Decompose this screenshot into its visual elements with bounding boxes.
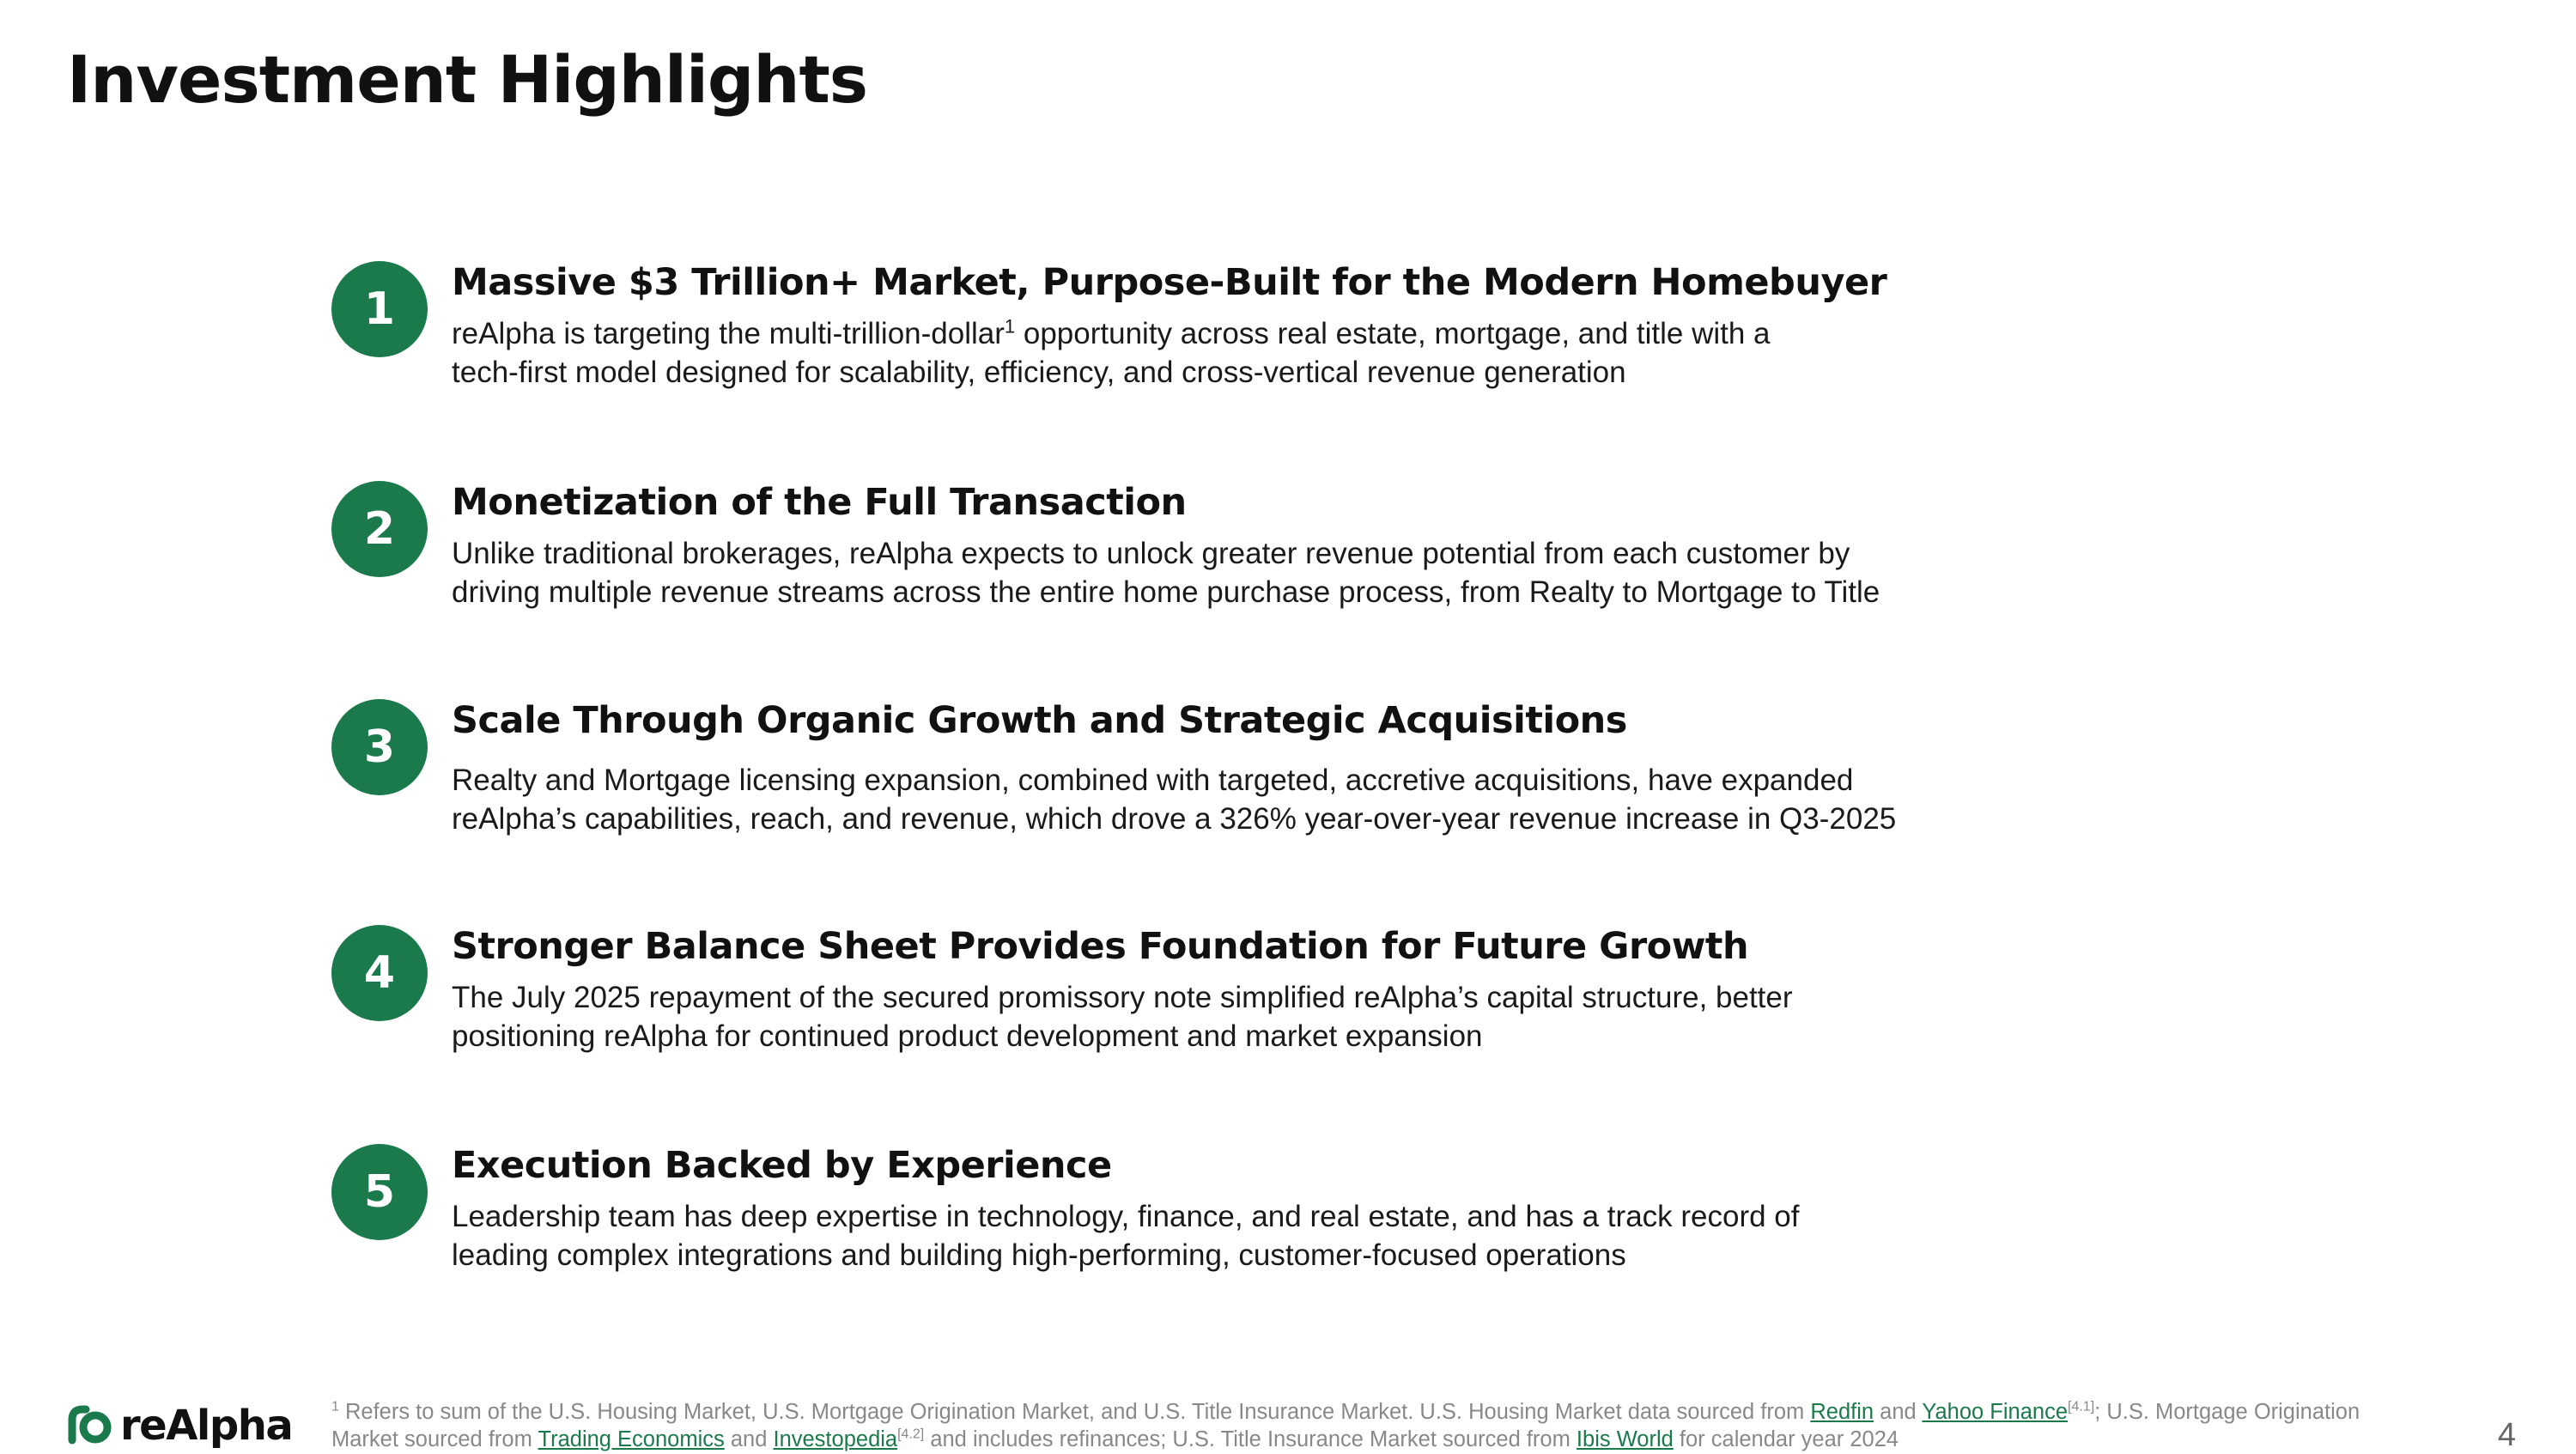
highlight-description	[452, 1197, 2032, 1275]
description-text: opportunity across real estate, mortgage, and title with a	[1015, 317, 1771, 350]
highlight-description	[452, 978, 2032, 1056]
reference-marker: [4.1]	[2068, 1399, 2095, 1414]
description-text: leading complex integrations and building high-performing, customer-focused operations	[452, 1238, 1626, 1272]
highlight-description	[452, 314, 2032, 392]
highlight-title: Scale Through Organic Growth and Strategic Acquisitions	[452, 699, 1627, 742]
footnote-text: Refers to sum of the U.S. Housing Market, U.S. Mortgage Origination Market, and U.S. Title Insurance Market. U.S. Housing Market data sourced from	[338, 1400, 1811, 1424]
number-badge: 5	[331, 1144, 428, 1240]
footnote-text: for calendar year 2024	[1673, 1427, 1899, 1451]
footnote-text: and	[1874, 1400, 1923, 1424]
highlight-title: Monetization of the Full Transaction	[452, 481, 1187, 524]
footnote-text: and includes refinances; U.S. Title Insurance Market sourced from	[924, 1427, 1577, 1451]
description-text: Realty and Mortgage licensing expansion, combined with targeted, accretive acquisitions, have expanded	[452, 764, 1854, 797]
link-yahoo-finance[interactable]: Yahoo Finance	[1922, 1400, 2069, 1424]
description-text: positioning reAlpha for continued product development and market expansion	[452, 1019, 1483, 1053]
link-ibis-world[interactable]: Ibis World	[1576, 1427, 1674, 1451]
number-badge: 2	[331, 481, 428, 577]
highlight-title: Stronger Balance Sheet Provides Foundation for Future Growth	[452, 925, 1749, 968]
brand-name: reAlpha	[120, 1402, 293, 1450]
description-text: reAlpha’s capabilities, reach, and revenue, which drove a 326% year-over-year revenue increase in Q3-2025	[452, 802, 1897, 836]
realpha-logo-icon	[67, 1402, 113, 1449]
description-text: tech-first model designed for scalability, efficiency, and cross-vertical revenue generation	[452, 356, 1626, 389]
description-text: driving multiple revenue streams across the entire home purchase process, from Realty to Mortgage to Title	[452, 575, 1880, 609]
footnote-text: and	[724, 1427, 774, 1451]
highlight-description	[452, 534, 2032, 611]
number-badge: 1	[331, 261, 428, 357]
footnote-marker: 1	[331, 1399, 339, 1414]
footnote-text: ; U.S. Mortgage Origination Market sourced from	[331, 1400, 2360, 1451]
link-investopedia[interactable]: Investopedia	[773, 1427, 898, 1451]
highlight-description	[452, 761, 2032, 838]
highlight-title: Execution Backed by Experience	[452, 1144, 1112, 1187]
description-text: Leadership team has deep expertise in technology, finance, and real estate, and has a track record of	[452, 1200, 1800, 1233]
description-text: Unlike traditional brokerages, reAlpha expects to unlock greater revenue potential from each customer by	[452, 537, 1850, 570]
highlight-title: Massive $3 Trillion+ Market, Purpose-Built for the Modern Homebuyer	[452, 261, 1887, 304]
description-text: reAlpha is targeting the multi-trillion-dollar	[452, 317, 1005, 350]
brand-logo	[67, 1400, 292, 1451]
page-title: Investment Highlights	[67, 41, 868, 118]
description-text: The July 2025 repayment of the secured promissory note simplified reAlpha’s capital structure, better	[452, 981, 1793, 1014]
footnote-marker: 1	[1004, 315, 1016, 338]
page-number: 4	[2497, 1417, 2516, 1453]
number-badge: 3	[331, 699, 428, 795]
link-trading-economics[interactable]: Trading Economics	[538, 1427, 725, 1451]
footnote	[331, 1398, 2409, 1453]
link-redfin[interactable]: Redfin	[1810, 1400, 1874, 1424]
number-badge: 4	[331, 925, 428, 1021]
reference-marker: [4.2]	[897, 1427, 925, 1442]
